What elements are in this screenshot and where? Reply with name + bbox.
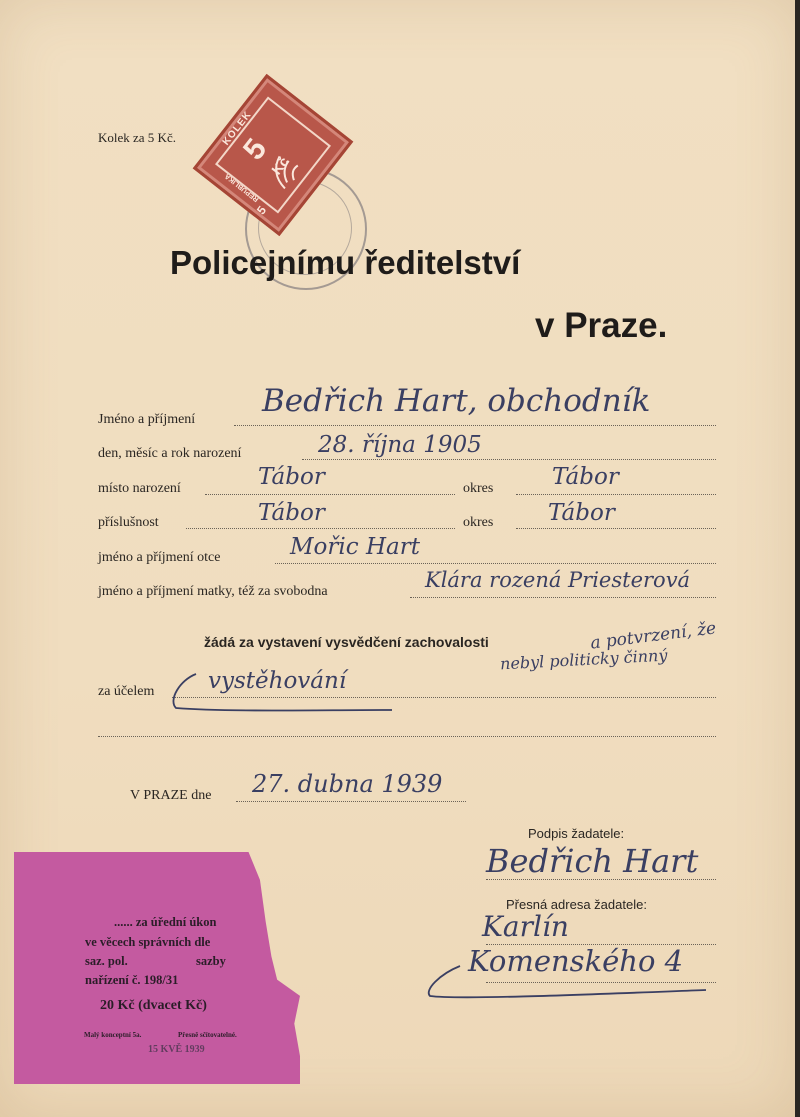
address-line1: Karlín	[482, 910, 569, 943]
father-dotted-line	[275, 563, 716, 564]
stamp-note: Kolek za 5 Kč.	[98, 130, 176, 145]
date-prefix: V PRAZE dne	[130, 788, 212, 803]
address-line2: Komenského 4	[468, 944, 684, 978]
citizenship-district-value: Tábor	[548, 500, 615, 526]
stamp-top-text: KOLEK	[220, 109, 254, 148]
request-handwritten-line1: a potvrzení, že	[589, 618, 718, 654]
purpose-value: vystěhování	[208, 668, 347, 694]
page-title-city: v Praze.	[535, 306, 668, 345]
request-text: žádá za vystavení vysvědčení zachovalosti	[204, 634, 489, 650]
birthplace-district-value: Tábor	[552, 464, 619, 490]
purpose-flourish	[166, 670, 396, 720]
mother-value: Klára rozená Priesterová	[425, 568, 691, 592]
father-value: Mořic Hart	[290, 534, 420, 560]
purpose-extra-dotted-line	[98, 736, 716, 737]
birthplace-value: Tábor	[258, 464, 325, 490]
mother-label: jméno a příjmení matky, též za svobodna	[98, 584, 328, 599]
name-dotted-line	[234, 425, 716, 426]
birthplace-label: místo narození	[98, 481, 181, 496]
stamp-value: 5	[236, 132, 274, 167]
birth-date-label: den, měsíc a rok narození	[98, 446, 242, 461]
signature-label: Podpis žadatele:	[528, 826, 625, 841]
birthplace-district-label: okres	[463, 481, 494, 496]
fee-slip-amount: 20 Kč (dvacet Kč)	[100, 998, 207, 1013]
citizenship-dotted-line	[186, 528, 455, 529]
father-label: jméno a příjmení otce	[98, 550, 221, 565]
fee-slip-line1: ...... za úřední úkon	[114, 915, 217, 929]
fee-slip-footer-left: Malý konceptní 5a.	[84, 1031, 142, 1039]
stamp-unit: Kč	[268, 153, 292, 178]
mother-dotted-line	[410, 597, 716, 598]
name-label: Jméno a příjmení	[98, 412, 196, 427]
request-handwritten-line2: nebyl politicky činný	[499, 645, 668, 674]
birthplace-district-dotted-line	[516, 494, 716, 495]
fee-slip-date-stamp: 15 KVĚ 1939	[148, 1044, 205, 1055]
citizenship-district-label: okres	[463, 515, 494, 530]
fee-slip-line4: nařízení č. 198/31	[85, 973, 179, 987]
page-title: Policejnímu ředitelství	[170, 244, 521, 281]
fee-slip-line2: ve věcech správních dle	[85, 935, 211, 949]
fee-slip-footer-right: Přesně sčítovatelné.	[178, 1031, 237, 1039]
purpose-label: za účelem	[98, 684, 155, 699]
fee-slip-line3-a: saz. pol.	[85, 954, 128, 968]
address-label: Přesná adresa žadatele:	[506, 897, 647, 912]
birth-date-value: 28. října 1905	[318, 432, 482, 458]
address-flourish	[420, 960, 710, 1010]
citizenship-value: Tábor	[258, 500, 325, 526]
date-value: 27. dubna 1939	[252, 770, 443, 798]
signature-value: Bedřich Hart	[486, 842, 699, 880]
stamp-side-text: REPUBLIKA	[223, 172, 261, 203]
citizenship-district-dotted-line	[516, 528, 716, 529]
fee-slip-line3-b: sazby	[196, 954, 226, 968]
birthplace-dotted-line	[205, 494, 455, 495]
date-dotted-line	[236, 801, 466, 802]
stamp-corner-value: 5	[253, 203, 270, 218]
citizenship-label: příslušnost	[98, 515, 159, 530]
birth-date-dotted-line	[302, 459, 716, 460]
name-value: Bedřich Hart, obchodník	[262, 383, 651, 419]
